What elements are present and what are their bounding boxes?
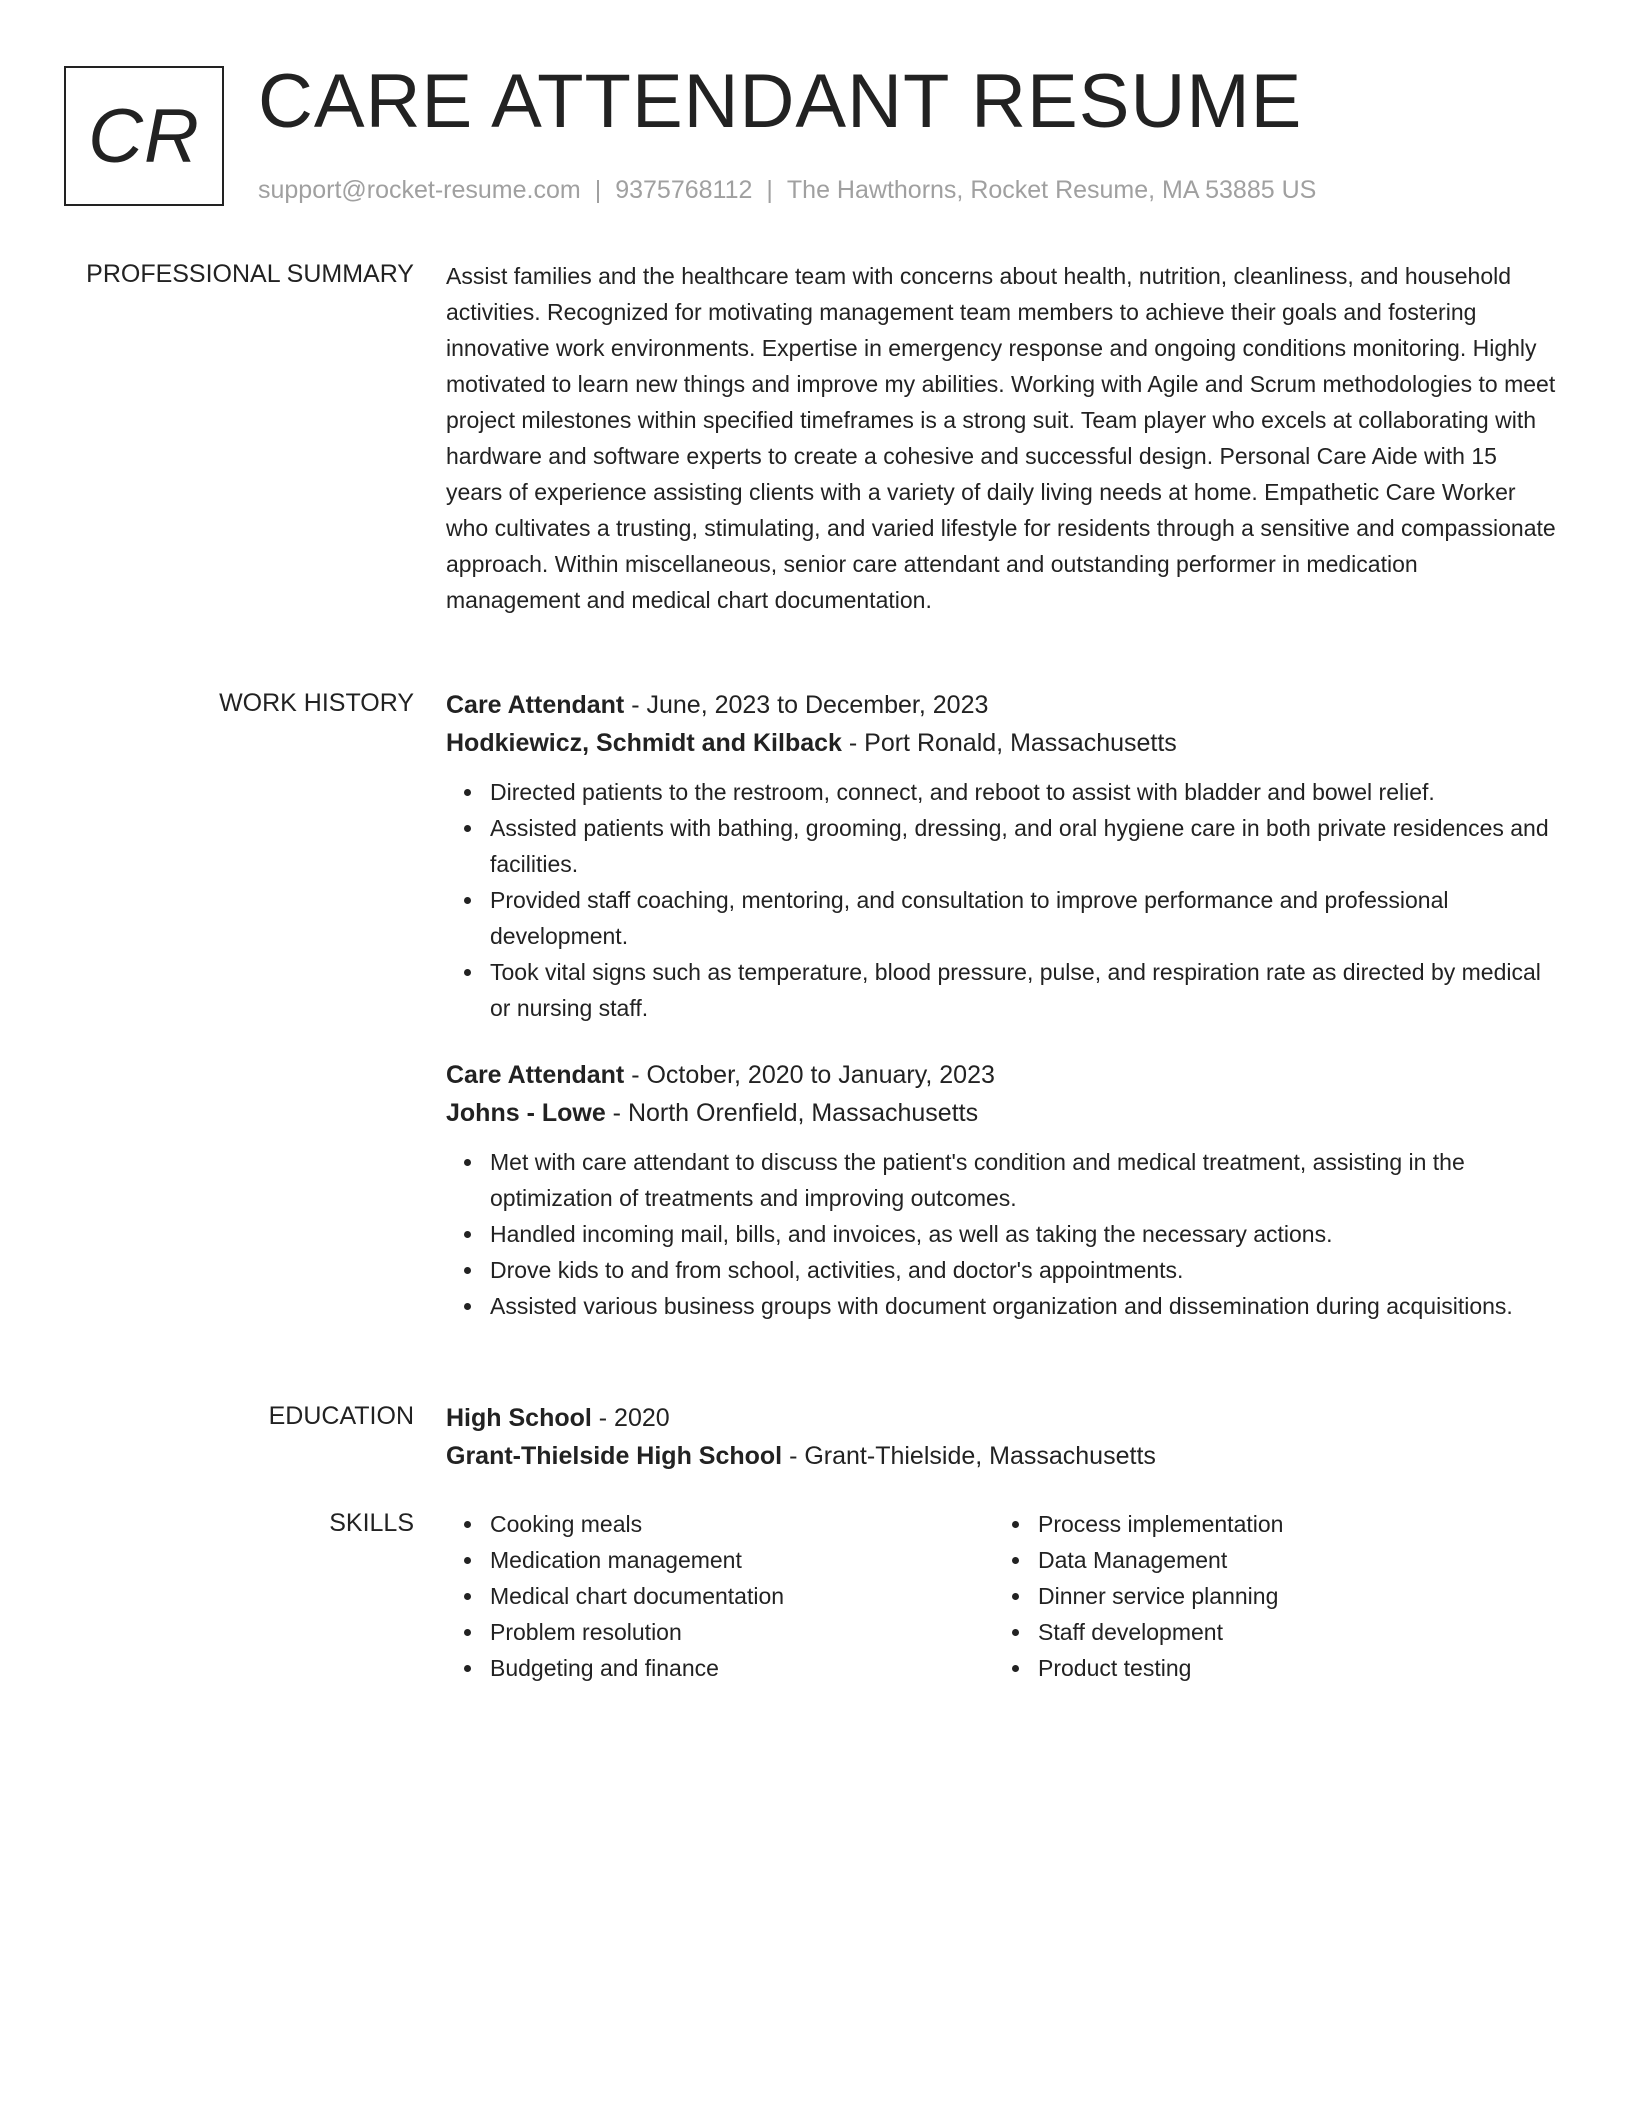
skills-heading: SKILLS <box>329 1509 414 1537</box>
education-degree-line <box>446 1399 1556 1437</box>
contact-separator: | <box>594 176 602 204</box>
education-school-line <box>446 1437 1556 1475</box>
contact-phone[interactable]: 9375768112 <box>615 176 753 204</box>
job-company: Johns - Lowe <box>446 1099 606 1127</box>
job-dates: - October, 2020 to January, 2023 <box>624 1061 995 1089</box>
work-history-body <box>446 686 1556 1324</box>
skill-item: Dinner service planning <box>1038 1578 1542 1614</box>
summary-body <box>446 257 1556 618</box>
education-body <box>446 1399 1556 1475</box>
job-bullet: Took vital signs such as temperature, blood pressure, pulse, and respiration rate as directed by medical or nursing staff. <box>490 954 1556 1026</box>
contact-address: The Hawthorns, Rocket Resume, MA 53885 US <box>786 176 1317 204</box>
skill-item: Product testing <box>1038 1650 1542 1686</box>
skill-item: Staff development <box>1038 1614 1542 1650</box>
resume-title: CARE ATTENDANT RESUME <box>258 59 1303 144</box>
skills-grid <box>446 1506 1556 1686</box>
job-location: - North Orenfield, Massachusetts <box>605 1099 979 1127</box>
job-location: - Port Ronald, Massachusetts <box>841 729 1177 757</box>
summary-text: Assist families and the healthcare team with concerns about health, nutrition, cleanliness, and household activities. Recognized for motivating management team members to achieve their goals and fostering innovative work environments. Expertise in emergency response and ongoing conditions monitoring. Highly motivated to learn new things and improve my abilities. Working with Agile and Scrum methodologies to meet project milestones within specified timeframes is a strong suit. Team player who excels at collaborating with hardware and software experts to create a cohesive and successful design. Personal Care Aide with 15 years of experience assisting clients with a variety of daily living needs at home. Empathetic Care Worker who cultivates a trusting, stimulating, and varied lifestyle for residents through a sensitive and compassionate approach. Within miscellaneous, senior care attendant and outstanding performer in medication management and medical chart documentation. <box>446 263 1556 613</box>
skills-list <box>994 1506 1542 1686</box>
job-bullet: Handled incoming mail, bills, and invoices, as well as taking the necessary actions. <box>490 1216 1556 1252</box>
education-school: Grant-Thielside High School <box>446 1442 783 1470</box>
contact-separator: | <box>766 176 773 204</box>
skill-item: Problem resolution <box>490 1614 994 1650</box>
skill-item: Medication management <box>490 1542 994 1578</box>
education-year: - 2020 <box>591 1404 670 1432</box>
education-heading: EDUCATION <box>268 1402 414 1430</box>
job-company-line <box>446 1094 1556 1132</box>
job-bullet-list <box>446 1144 1556 1324</box>
contact-email[interactable]: support@rocket-resume.com <box>258 176 581 204</box>
job-company-line <box>446 724 1556 762</box>
job-title: Care Attendant <box>446 691 625 719</box>
skills-body <box>446 1506 1556 1686</box>
skill-item: Budgeting and finance <box>490 1650 994 1686</box>
summary-heading: PROFESSIONAL SUMMARY <box>86 260 414 288</box>
skills-column-left <box>446 1506 994 1686</box>
job-title: Care Attendant <box>446 1061 625 1089</box>
job-bullet: Drove kids to and from school, activities, and doctor's appointments. <box>490 1252 1556 1288</box>
job-title-line <box>446 686 1556 724</box>
job-bullet-list <box>446 774 1556 1026</box>
monogram-text: CR <box>88 93 200 179</box>
work-history-heading: WORK HISTORY <box>219 689 414 717</box>
skill-item: Medical chart documentation <box>490 1578 994 1614</box>
skill-item: Cooking meals <box>490 1506 994 1542</box>
job-title-line <box>446 1056 1556 1094</box>
contact-line <box>258 174 1316 206</box>
skill-item: Data Management <box>1038 1542 1542 1578</box>
job-bullet: Assisted patients with bathing, grooming, dressing, and oral hygiene care in both private residences and facilities. <box>490 810 1556 882</box>
job-entry <box>446 686 1556 1026</box>
job-bullet: Met with care attendant to discuss the patient's condition and medical treatment, assisting in the optimization of treatments and improving outcomes. <box>490 1144 1556 1216</box>
education-location: - Grant-Thielside, Massachusetts <box>782 1442 1156 1470</box>
job-bullet: Assisted various business groups with document organization and dissemination during acquisitions. <box>490 1288 1556 1324</box>
job-entry <box>446 1056 1556 1324</box>
skills-column-right <box>994 1506 1542 1686</box>
skills-list <box>446 1506 994 1686</box>
job-company: Hodkiewicz, Schmidt and Kilback <box>446 729 842 757</box>
monogram-logo <box>64 66 224 206</box>
job-bullet: Directed patients to the restroom, connect, and reboot to assist with bladder and bowel relief. <box>490 774 1556 810</box>
skill-item: Process implementation <box>1038 1506 1542 1542</box>
job-dates: - June, 2023 to December, 2023 <box>624 691 989 719</box>
job-bullet: Provided staff coaching, mentoring, and consultation to improve performance and professional development. <box>490 882 1556 954</box>
education-degree: High School <box>446 1404 592 1432</box>
